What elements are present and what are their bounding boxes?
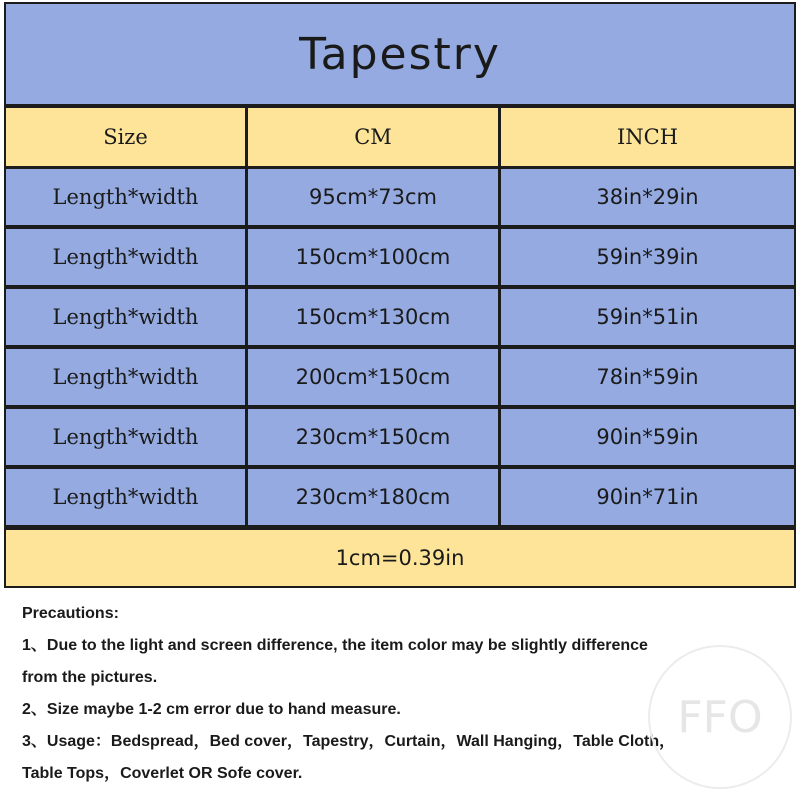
- row-5-inch: 90in*59in: [501, 409, 794, 465]
- header-inch: INCH: [501, 108, 794, 166]
- row-6-cm: 230cm*180cm: [248, 469, 498, 525]
- row-6-size: Length*width: [6, 469, 245, 525]
- precaution-line: Table Tops，Coverlet OR Sofe cover.: [22, 765, 303, 782]
- row-4-size: Length*width: [6, 349, 245, 405]
- precaution-line: 2、Size maybe 1-2 cm error due to hand measure.: [22, 701, 401, 718]
- row-5-size: Length*width: [6, 409, 245, 465]
- header-size: Size: [6, 108, 245, 166]
- precaution-line: from the pictures.: [22, 669, 158, 686]
- row-2-inch: 59in*39in: [501, 229, 794, 285]
- row-2-cm: 150cm*100cm: [248, 229, 498, 285]
- row-3-size: Length*width: [6, 289, 245, 345]
- row-1-size: Length*width: [6, 169, 245, 225]
- row-4-cm: 200cm*150cm: [248, 349, 498, 405]
- row-3-inch: 59in*51in: [501, 289, 794, 345]
- table-title: Tapestry: [6, 4, 794, 104]
- precaution-line: 1、Due to the light and screen difference, the item color may be slightly difference: [22, 637, 648, 654]
- row-1-cm: 95cm*73cm: [248, 169, 498, 225]
- size-table: [4, 2, 796, 588]
- row-3-cm: 150cm*130cm: [248, 289, 498, 345]
- conversion-note: 1cm=0.39in: [6, 530, 794, 586]
- row-4-inch: 78in*59in: [501, 349, 794, 405]
- row-1-inch: 38in*29in: [501, 169, 794, 225]
- header-cm: CM: [248, 108, 498, 166]
- precautions: [22, 598, 792, 790]
- row-2-size: Length*width: [6, 229, 245, 285]
- precautions-heading: Precautions:: [22, 605, 119, 622]
- ffo-watermark: FFO: [648, 645, 792, 789]
- precaution-line: 3、Usage：Bedspread，Bed cover，Tapestry，Curtain，Wall Hanging，Table Cloth，: [22, 733, 676, 750]
- row-6-inch: 90in*71in: [501, 469, 794, 525]
- row-5-cm: 230cm*150cm: [248, 409, 498, 465]
